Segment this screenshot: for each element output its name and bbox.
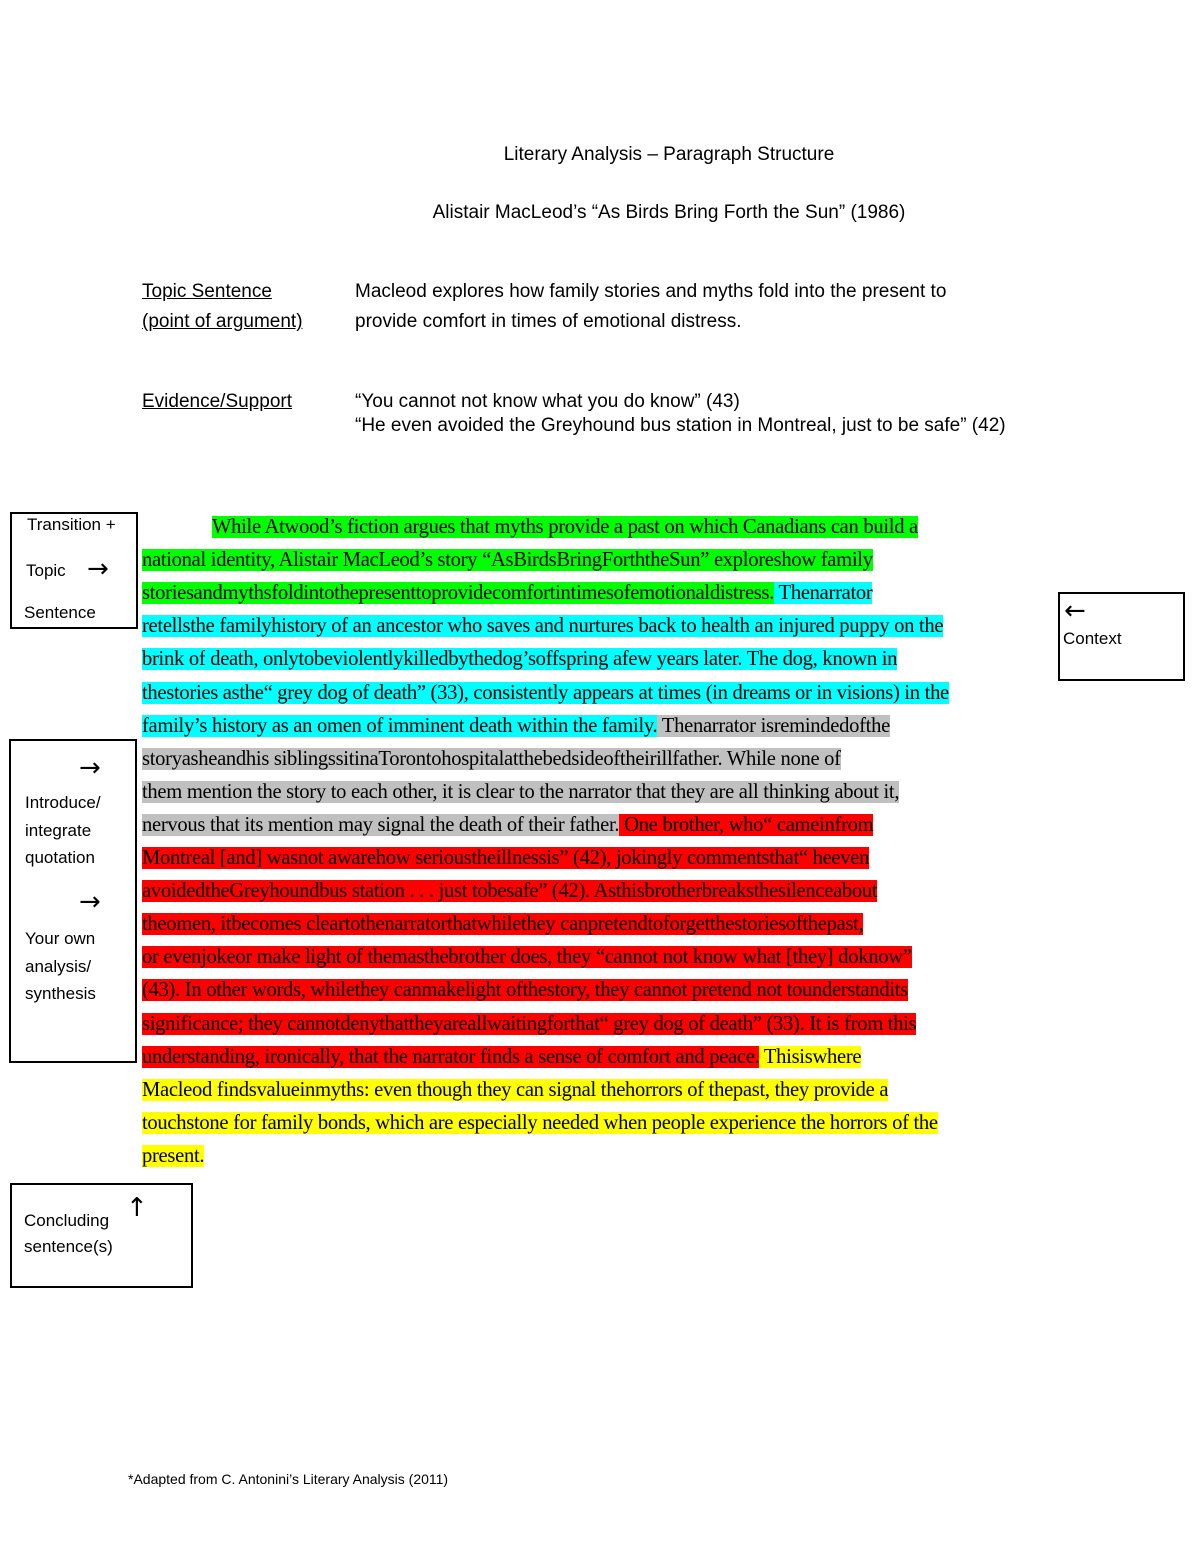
highlighted-text: death, onlytobeviolentlykilledbythedog’soffspring afew years later. The dog, known in [205, 648, 898, 671]
quotation-analysis-box [9, 739, 137, 1063]
context-label: Context [1063, 629, 1122, 648]
evidence-label: Evidence/Support [142, 391, 292, 412]
highlighted-text: though they can signal thehorrors of thepast, they provide a [411, 1078, 889, 1101]
highlighted-text: present. [142, 1144, 205, 1167]
footer-note: *Adapted from C. Antonini’s Literary Analysis (2011) [128, 1471, 449, 1487]
transition-topic-box [10, 512, 138, 629]
highlighted-text: storyasheandhis [142, 747, 270, 770]
integrate-label: integrate [25, 821, 92, 840]
highlighted-text: understanding, ironically, that the narrator finds a sense of comfort and peace. [142, 1045, 760, 1068]
highlighted-text: Macleod findsvalueinmyths: even [142, 1078, 412, 1101]
synthesis-label: synthesis [25, 984, 96, 1003]
highlighted-text: theomen, itbecomes cleartothenarratorthatwhilethey canpretendtoforgetthestoriesofthepast, [142, 913, 864, 936]
left-arrow-icon: ← [1064, 596, 1086, 626]
paragraph-line [142, 744, 841, 775]
paragraph-line [142, 975, 908, 1006]
right-arrow-icon: → [79, 753, 101, 783]
paragraph-line [142, 1009, 916, 1040]
page-subtitle: Alistair MacLeod’s “As Birds Bring Forth the Sun” (1986) [432, 202, 906, 223]
highlighted-text: One brother, who“ cameinfrom [619, 813, 874, 836]
paragraph-line [142, 1141, 204, 1172]
highlighted-text: (43). In other words, whilethey canmakelight ofthestory, they cannot pretend not tounderstandits [142, 979, 908, 1002]
highlighted-text: especially needed when people experience the horrors of the [453, 1111, 938, 1134]
evidence-quote-2: “He even avoided the Greyhound bus station in Montreal, just to be safe” (42) [355, 415, 1006, 436]
paragraph-line [142, 843, 869, 874]
paragraph-line [142, 1042, 861, 1073]
topic-sentence-text-1: Macleod explores how family stories and myths fold into the present to [355, 281, 947, 302]
highlighted-text: storiesandmythsfoldintothepresenttoprovidecomfortintimesofemotionaldistress. [142, 582, 775, 605]
highlighted-text: While Atwood’s fiction argues that myths provide a past on which Canadians can build a [212, 516, 918, 538]
highlighted-text: them mention the story to each other, it is clear to the narrator that they are all thinking about it, [142, 780, 900, 803]
highlighted-text: retellsthe [142, 615, 215, 638]
paragraph-line [142, 578, 872, 609]
paragraph-line [142, 942, 912, 973]
highlighted-text: nervous that its mention may signal the death of their father. [142, 813, 620, 836]
highlighted-text: touchstone for family bonds, which are [142, 1111, 454, 1134]
paragraph-line [142, 810, 873, 841]
highlighted-text: family’s history as an omen of imminent death within the family. [142, 714, 658, 737]
concluding-label: Concluding [24, 1211, 110, 1230]
page-title: Literary Analysis – Paragraph Structure [503, 144, 835, 165]
paragraph-line [142, 611, 943, 642]
paragraph-line [142, 876, 877, 907]
concluding-box [10, 1183, 193, 1288]
quotation-label: quotation [25, 848, 95, 867]
analysis-label: analysis/ [25, 957, 92, 976]
your-own-label: Your own [25, 929, 96, 948]
point-of-argument-label: (point of argument) [142, 311, 303, 332]
paragraph-line [142, 909, 863, 940]
paragraph-line [142, 678, 949, 709]
highlighted-text: Thenarrator [774, 582, 873, 605]
introduce-label: Introduce/ [25, 793, 101, 812]
highlighted-text: Thisiswhere [759, 1045, 862, 1068]
highlighted-text: significance; they cannotdenythattheyareallwaitingforthat“ grey dog of death” (33). It is from this [142, 1012, 917, 1035]
paragraph-line [142, 1075, 888, 1106]
highlighted-text: Thenarrator isremindedofthe [657, 714, 890, 737]
topic-sentence-label: Topic Sentence [142, 281, 272, 302]
sentences-label: sentence(s) [24, 1237, 113, 1256]
right-arrow-icon: → [79, 887, 101, 917]
paragraph-line [212, 512, 918, 543]
highlighted-text: avoidedtheGreyhoundbus station . . . just tobesafe” (42). Asthisbrotherbreaksthesilenceabout [142, 880, 878, 903]
paragraph-line [142, 1108, 938, 1139]
highlighted-text: or evenjokeor make light of themasthebrother does, they “cannot not know what [they] doknow” [142, 946, 912, 969]
paragraph-line [142, 644, 897, 675]
topic-sentence-text-2: provide comfort in times of emotional distress. [355, 311, 742, 332]
paragraph-line [142, 711, 890, 742]
highlighted-text: familyhistory of an ancestor who saves and nurtures back to health an injured puppy on the [214, 615, 944, 638]
up-arrow-icon: ↑ [126, 1193, 148, 1223]
transition-label: Transition + [27, 515, 116, 534]
context-box [1058, 592, 1185, 681]
highlighted-text: siblingssitinaTorontohospitalatthebedsideoftheirillfather. While none of [269, 747, 841, 770]
highlighted-text: thestories asthe“ grey dog of death” (33), consistently appears at times (in dreams or in visions) in the [142, 681, 949, 704]
highlighted-text: national identity, Alistair MacLeod’s story “AsBirdsBringForththeSun” exploreshow family [142, 549, 873, 572]
right-arrow-icon: → [87, 554, 109, 584]
paragraph-line [142, 545, 873, 576]
highlighted-text: Montreal [and] wasnot awarehow serioustheillnessis” (42), jokingly commentsthat“ heeven [142, 847, 870, 869]
topic-label: Topic [26, 561, 66, 580]
paragraph-line [142, 777, 899, 808]
highlighted-text: brink of [142, 648, 206, 671]
sentence-label: Sentence [24, 603, 96, 622]
evidence-quote-1: “You cannot not know what you do know” (43) [355, 391, 740, 412]
